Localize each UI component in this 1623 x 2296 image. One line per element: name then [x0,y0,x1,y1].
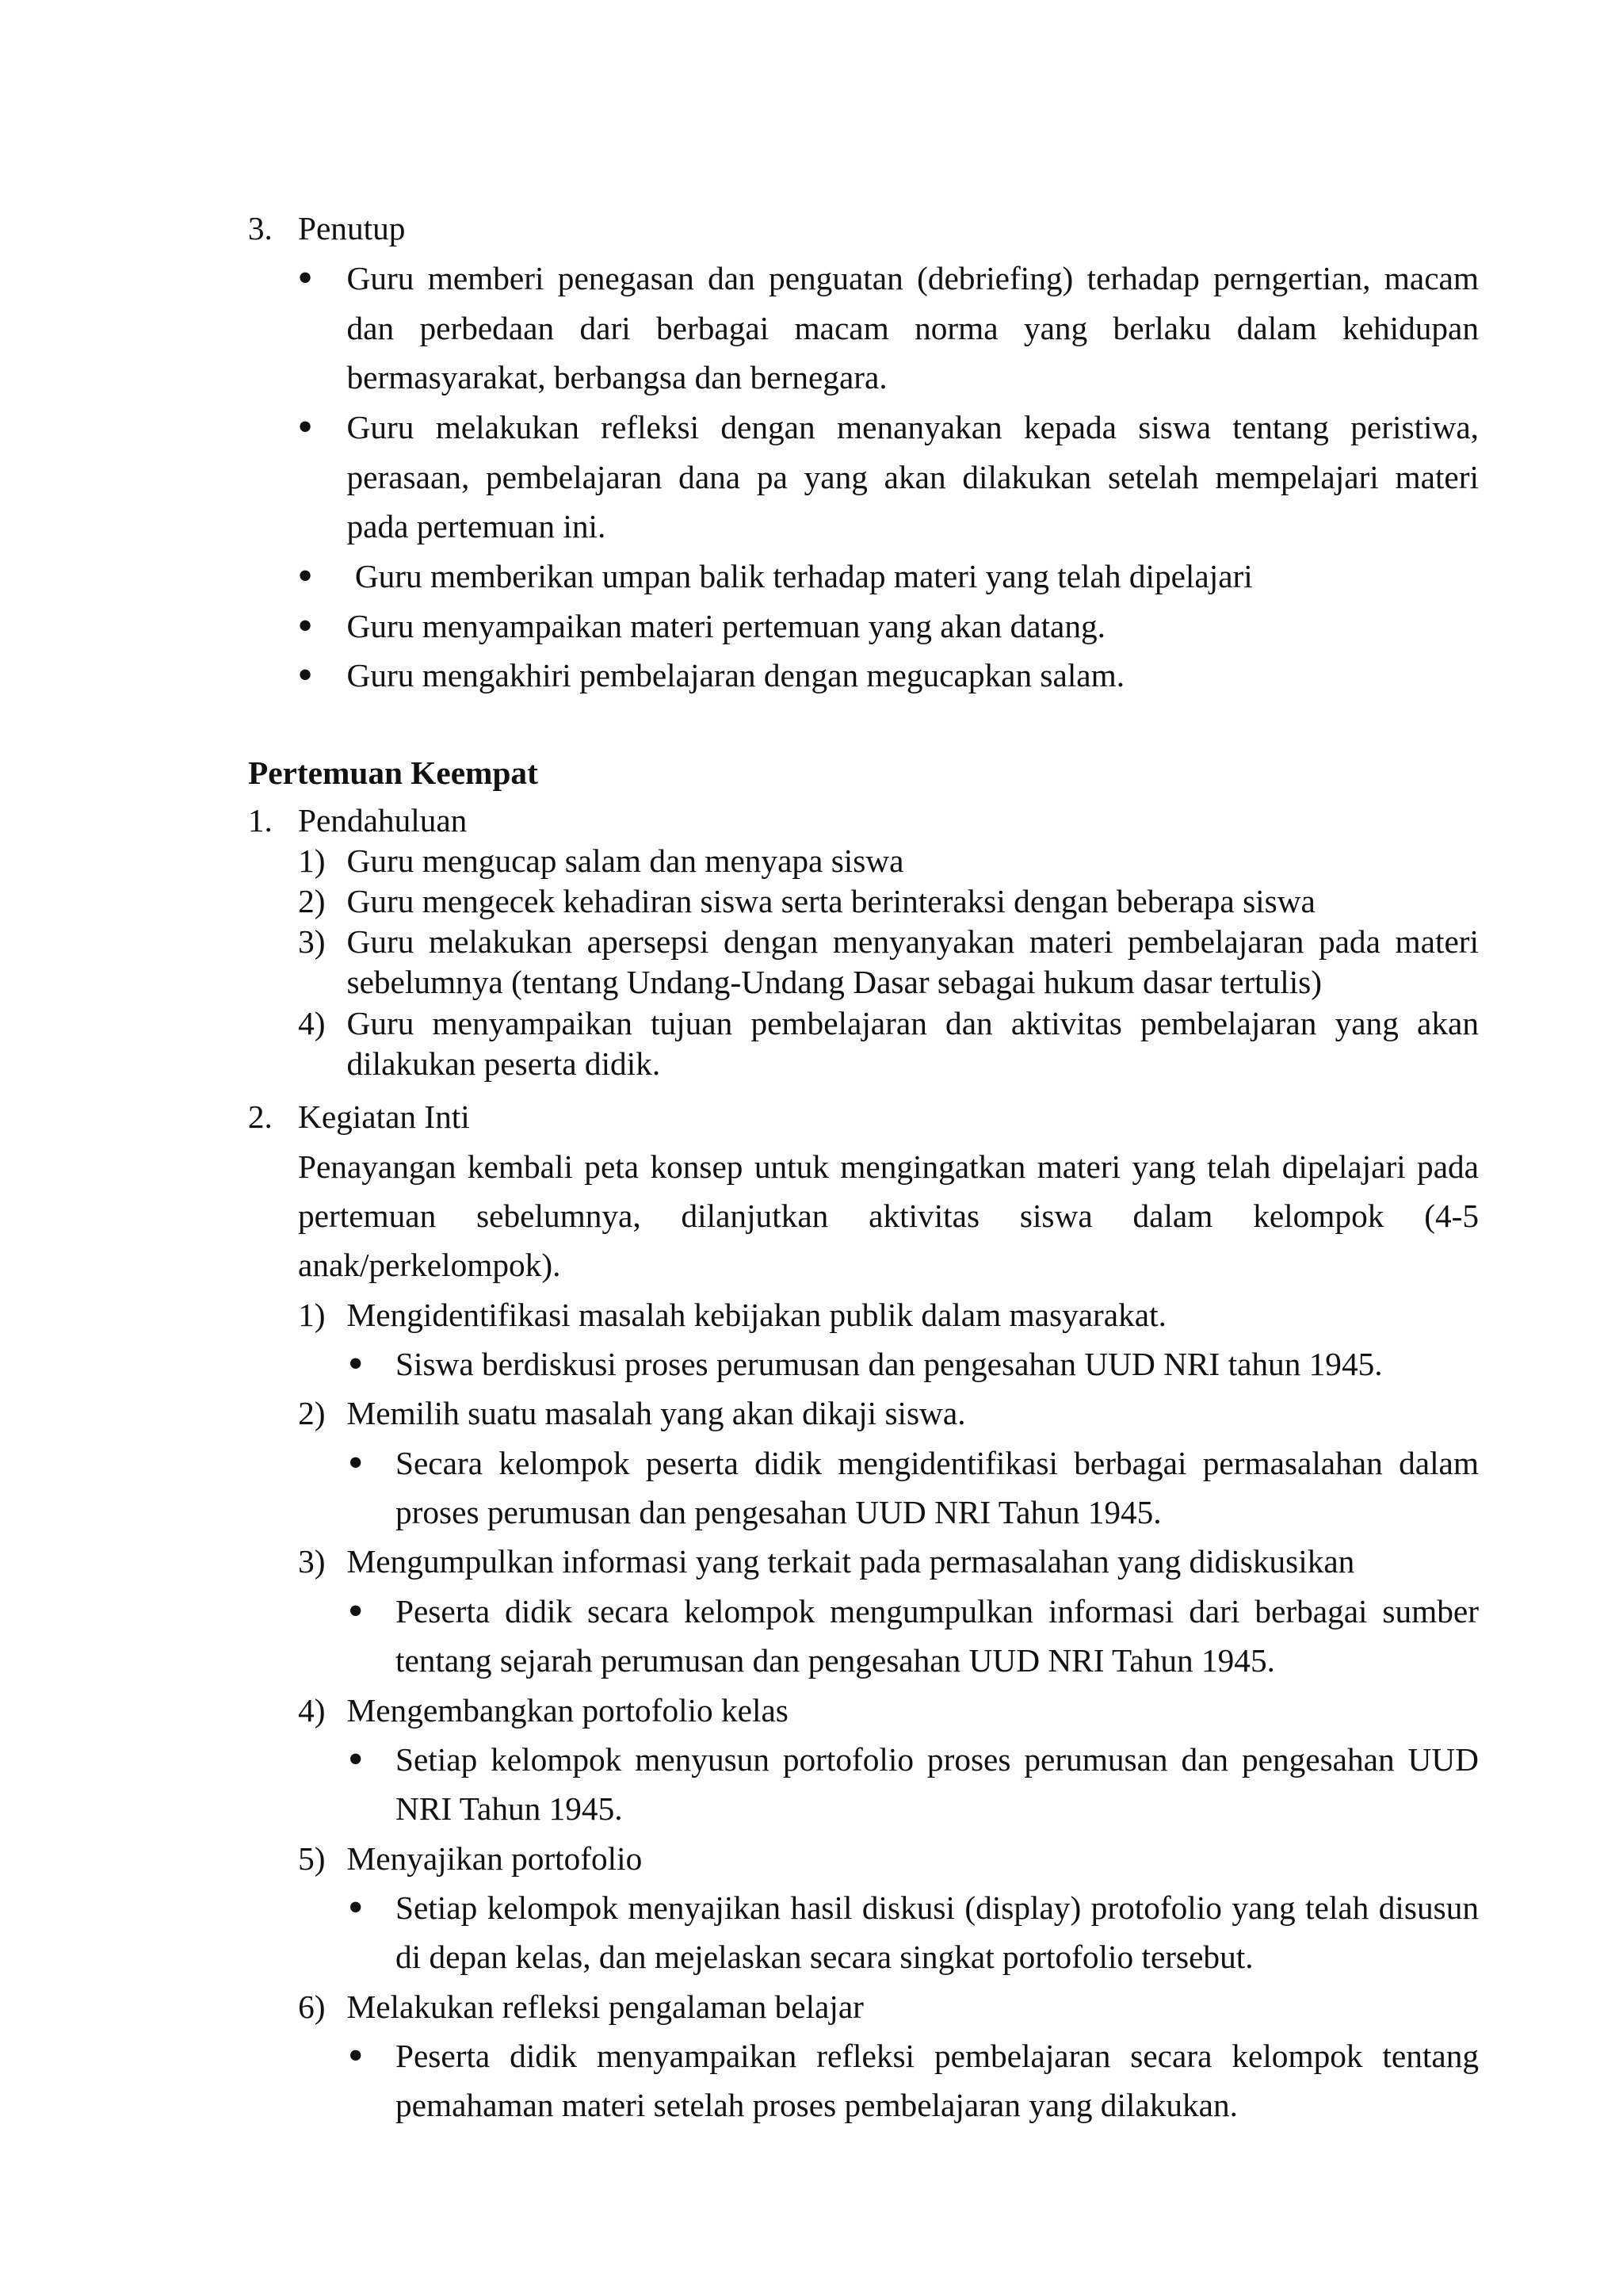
step-label: Melakukan refleksi pengalaman belajar [346,1988,864,2025]
pendahuluan-section [0,800,1623,1084]
bullet-text: Guru mengakhiri pembelajaran dengan megucapkan salam. [346,657,1125,694]
bullet-marker: • [297,651,313,701]
bullet-text: Guru memberikan umpan balik terhadap materi yang telah dipelajari [346,558,1253,595]
step-number: 5) [298,1839,326,1877]
bullet-marker: • [297,601,313,651]
step-label: Mengembangkan portofolio kelas [346,1691,789,1729]
numbered-item-line [347,1044,1480,1084]
numbered-item-line [298,922,1480,962]
step-bullet-line [347,2031,1479,2081]
step-bullet-line [347,1438,1479,1488]
intro-line [298,1240,1479,1289]
bullet-text: dan perbedaan dari berbagai macam norma yang berlaku dalam kehidupan [346,309,1479,346]
step-bullet-text: Siswa berdiskusi proses perumusan dan pengesahan UUD NRI tahun 1945. [395,1345,1383,1382]
step-bullet-text: Peserta didik menyampaikan refleksi pembelajaran secara kelompok tentang [395,2038,1479,2075]
step-bullet-line [347,1882,1479,1932]
step-bullet-line [395,2080,1479,2130]
bullet-marker: • [347,2031,364,2081]
step-bullet-line [395,1488,1479,1537]
section-title: Penutup [298,210,406,247]
intro-text: anak/perkelompok). [298,1247,561,1284]
step-bullet-line [347,1339,1479,1389]
numbered-item-line [298,841,1480,881]
step-line [298,1537,1480,1586]
bullet-line [297,403,1480,453]
item-number: 1) [298,842,326,879]
bullet-text: perasaan, pembelajaran dana pa yang akan dilakukan setelah mempelajari materi [346,458,1479,495]
bullet-marker: • [347,1882,364,1932]
step-bullet-text: Setiap kelompok menyajikan hasil diskusi (display) protofolio yang telah disusun [395,1889,1479,1926]
step-line [298,1834,1480,1883]
bullet-marker: • [297,253,313,303]
intro-line [298,1191,1479,1240]
step-bullet-text: pemahaman materi setelah proses pembelajaran yang dilakukan. [395,2087,1238,2124]
step-bullet-line [347,1734,1479,1784]
intro-text: Penayangan kembali peta konsep untuk mengingatkan materi yang telah dipelajari pada [298,1148,1479,1185]
step-bullet-line [395,1784,1479,1833]
item-text: Guru melakukan apersepsi dengan menyanyakan materi pembelajaran pada materi [346,923,1479,961]
step-label: Memilih suatu masalah yang akan dikaji siswa. [346,1395,966,1432]
bullet-line [297,601,1480,651]
item-number: 4) [298,1004,326,1041]
step-bullet-text: proses perumusan dan pengesahan UUD NRI Tahun 1945. [395,1494,1162,1531]
bullet-marker: • [347,1586,364,1636]
meeting-heading-block [0,753,1623,793]
step-line [298,1389,1480,1438]
step-line [298,1982,1480,2031]
bullet-text: Guru memberi penegasan dan penguatan (debriefing) terhadap perngertian, macam [346,259,1479,296]
bullet-marker: • [347,1438,364,1488]
bullet-marker: • [347,1734,364,1784]
item-number: 3) [298,923,326,961]
section-number: 2. [247,1098,273,1136]
intro-text: pertemuan sebelumnya, dilanjutkan aktivitas siswa dalam kelompok (4-5 [298,1197,1479,1234]
bullet-line [347,353,1480,403]
section-number: 1. [247,801,273,839]
step-bullet-line [347,1586,1479,1636]
step-bullet-line [395,1636,1479,1685]
step-bullet-text: Setiap kelompok menyusun portofolio proses perumusan dan pengesahan UUD [395,1740,1479,1778]
bullet-text: bermasyarakat, berbangsa dan bernegara. [346,359,888,396]
bullet-line [347,502,1480,552]
step-bullet-text: NRI Tahun 1945. [395,1790,623,1828]
item-text: dilakukan peserta didik. [346,1045,661,1082]
bullet-text: Guru menyampaikan materi pertemuan yang akan datang. [346,607,1106,644]
step-bullet-text: Secara kelompok peserta didik mengidentifikasi berbagai permasalahan dalam [395,1444,1479,1481]
step-label: Menyajikan portofolio [346,1839,643,1877]
numbered-item-line [298,1003,1480,1044]
step-line [298,1686,1480,1735]
bullet-text: pada pertemuan ini. [346,508,606,545]
meeting-heading: Pertemuan Keempat [248,755,538,791]
step-bullet-text: tentang sejarah perumusan dan pengesahan UUD NRI Tahun 1945. [395,1642,1275,1679]
bullet-line [347,453,1480,502]
numbered-item-line [298,881,1480,922]
item-number: 2) [298,882,326,919]
step-number: 4) [298,1691,326,1729]
step-number: 3) [298,1543,326,1580]
bullet-line [297,253,1480,304]
step-label: Mengumpulkan informasi yang terkait pada permasalahan yang didiskusikan [346,1543,1355,1580]
bullet-line [297,651,1480,701]
intro-line [298,1142,1479,1191]
step-line [298,1290,1480,1339]
step-number: 2) [298,1395,326,1432]
item-text: Guru mengucap salam dan menyapa siswa [346,842,904,879]
step-number: 1) [298,1296,326,1333]
section-title: Pendahuluan [298,801,468,839]
bullet-line [297,552,1480,602]
item-text: sebelumnya (tentang Undang-Undang Dasar sebagai hukum dasar tertulis) [346,964,1322,1001]
step-bullet-line [395,1932,1479,1981]
step-bullet-text: di depan kelas, dan mejelaskan secara singkat portofolio tersebut. [395,1939,1254,1976]
item-text: Guru mengecek kehadiran siswa serta berinteraksi dengan beberapa siswa [346,882,1316,919]
bullet-line [347,304,1480,353]
kegiatan-inti-section [0,1092,1623,2130]
bullet-text: Guru melakukan refleksi dengan menanyakan kepada siswa tentang peristiwa, [346,409,1479,445]
section-number: 3. [247,210,273,247]
section-heading-line [247,204,1479,254]
section-heading-line [247,1092,1479,1141]
section-title: Kegiatan Inti [298,1098,470,1136]
bullet-marker: • [347,1339,364,1389]
penutup-section [0,204,1623,701]
section-heading-line [247,800,1479,841]
step-bullet-text: Peserta didik secara kelompok mengumpulkan informasi dari berbagai sumber [395,1592,1479,1629]
item-text: Guru menyampaikan tujuan pembelajaran dan aktivitas pembelajaran yang akan [346,1004,1479,1041]
numbered-item-line [347,962,1480,1003]
bullet-marker: • [297,552,313,602]
step-number: 6) [298,1988,326,2025]
step-label: Mengidentifikasi masalah kebijakan publik dalam masyarakat. [346,1296,1167,1333]
bullet-marker: • [297,403,313,452]
